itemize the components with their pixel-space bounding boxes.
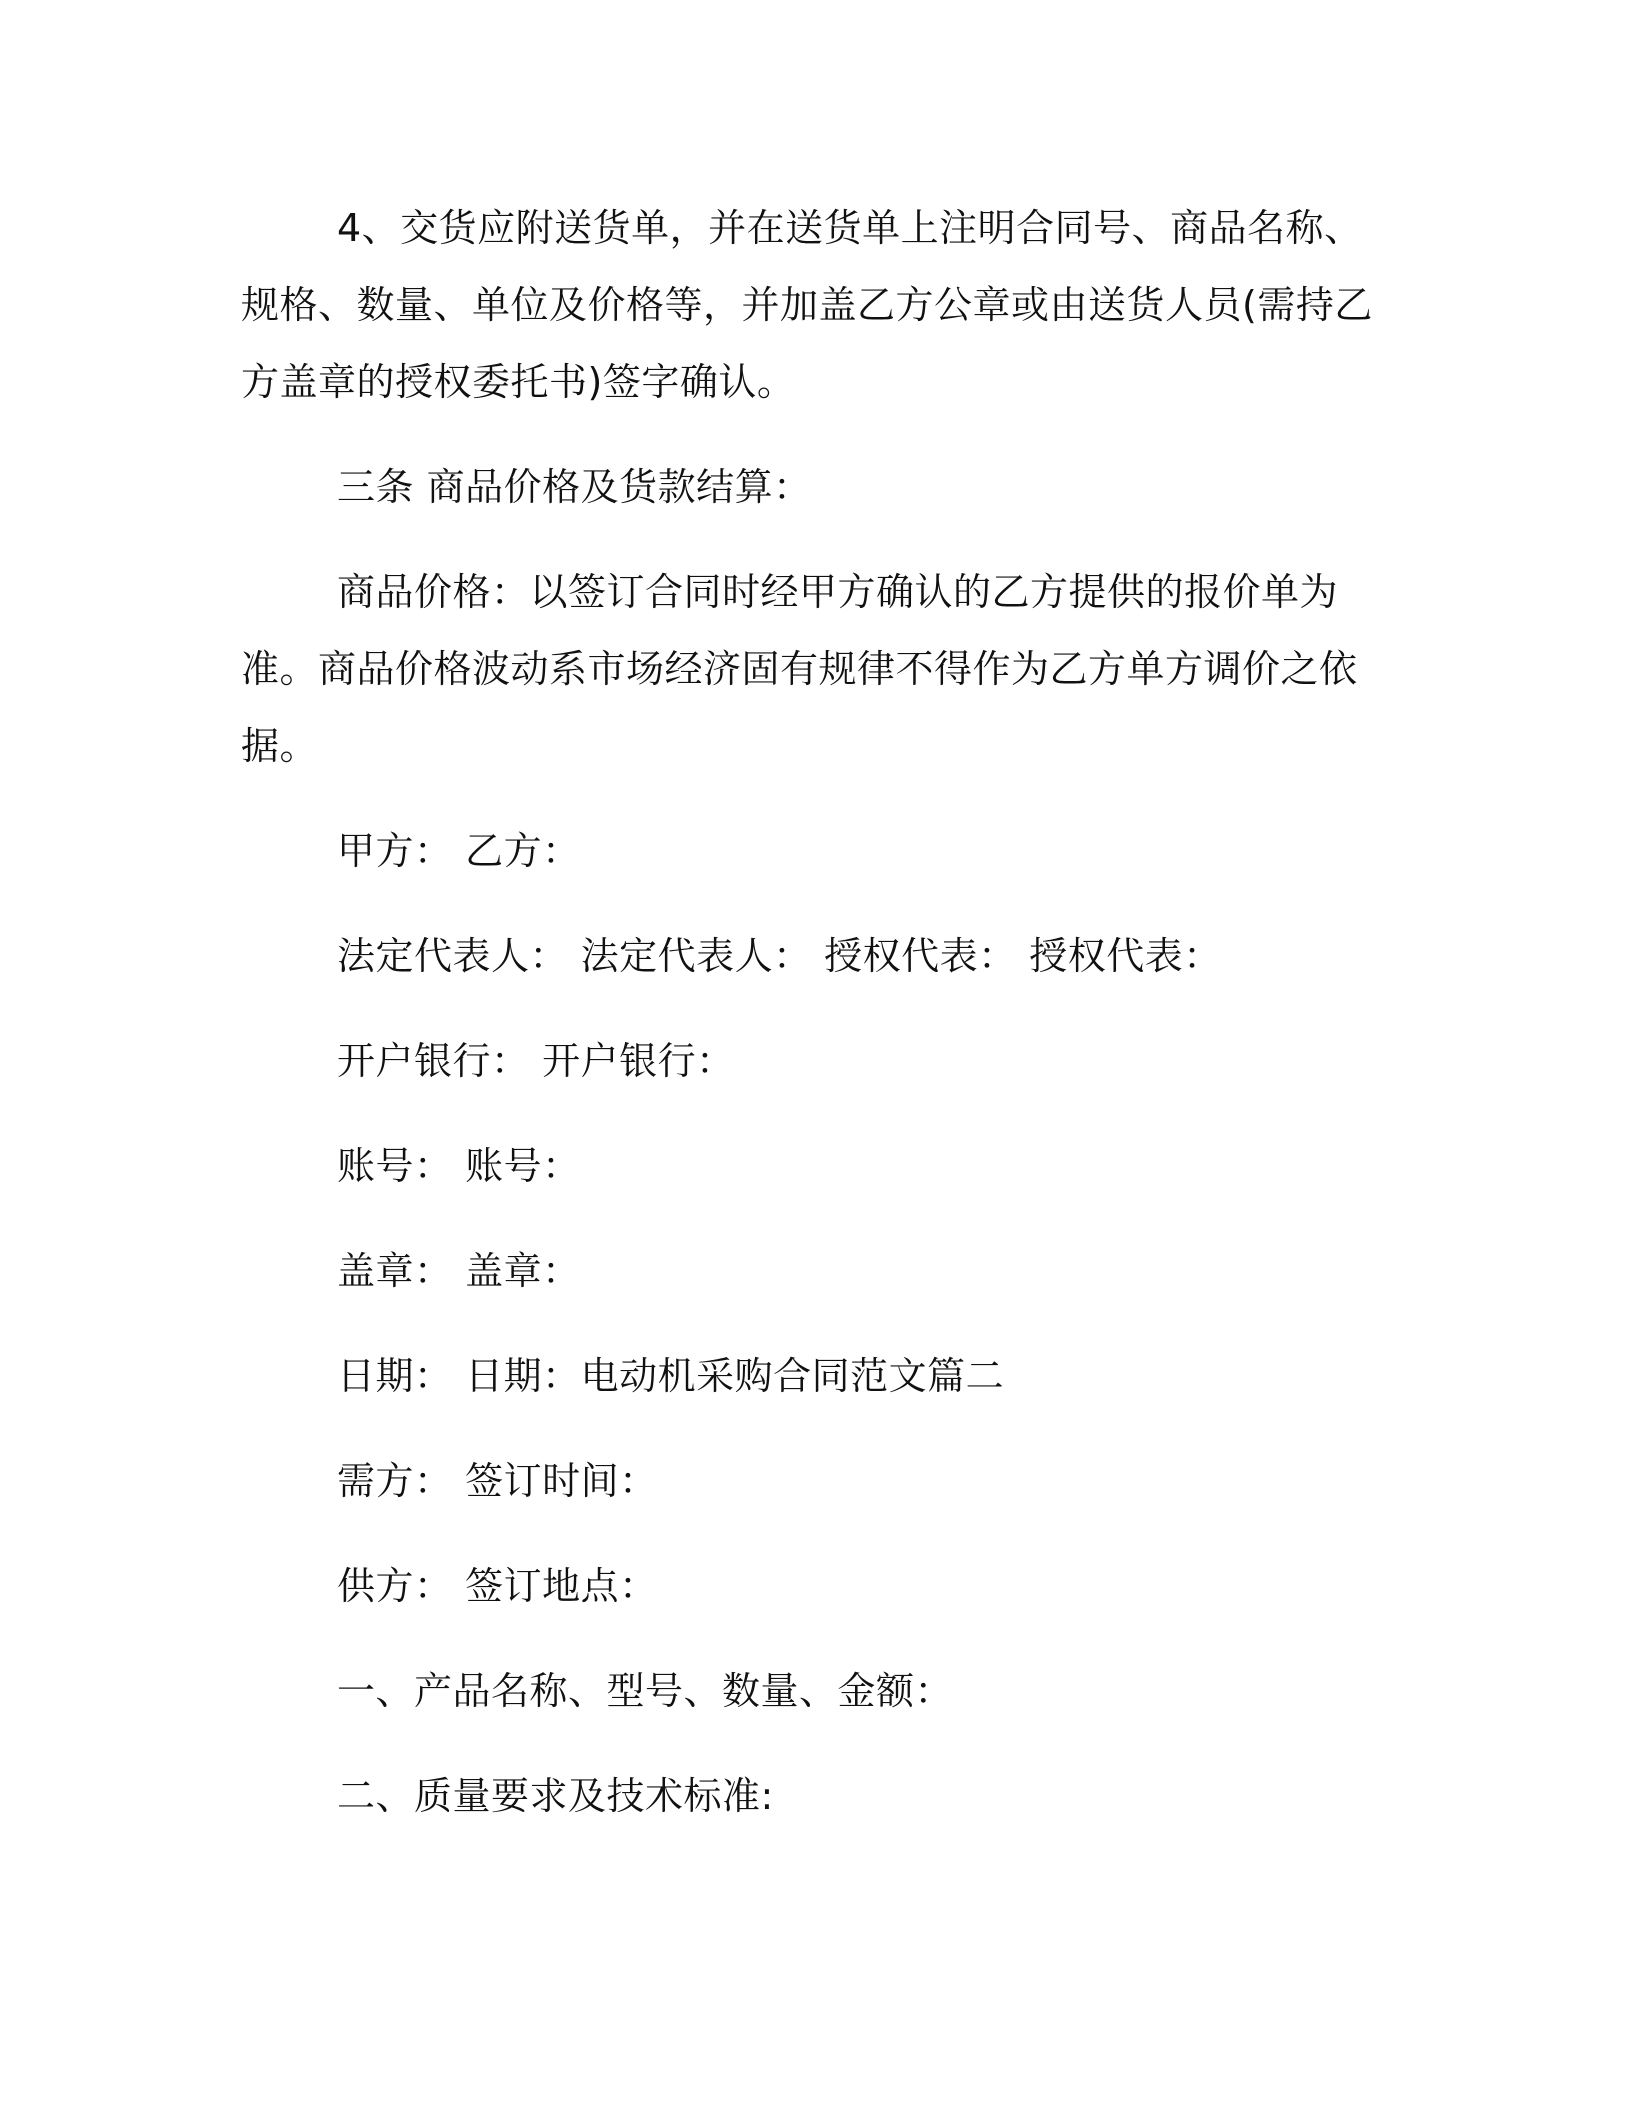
paragraph-account: 账号： 账号： [337,1144,581,1188]
paragraph-bank: 开户银行： 开户银行： [337,1039,735,1083]
paragraph-buyer-time: 需方： 签订时间： [337,1459,658,1503]
paragraph-party-a-b: 甲方： 乙方： [337,829,581,873]
paragraph-date-title: 日期： 日期：电动机采购合同范文篇二 [337,1354,1005,1398]
paragraph-article-three-heading: 三条 商品价格及货款结算： [337,465,812,509]
paragraph-section-two: 二、质量要求及技术标准: [337,1774,774,1818]
paragraph-legal-representative: 法定代表人： 法定代表人： 授权代表： 授权代表： [337,934,1222,978]
paragraph-delivery-note: 4、交货应附送货单，并在送货单上注明合同号、商品名称、规格、数量、单位及价格等，并加盖乙方公章或由送货人员(需持乙方盖章的授权委托书)签字确认。 [241,206,1373,404]
document-body [241,190,1391,1835]
paragraph-product-price: 商品价格：以签订合同时经甲方确认的乙方提供的报价单为准。商品价格波动系市场经济固有规律不得作为乙方单方调价之依据。 [241,570,1358,768]
paragraph-section-one: 一、产品名称、型号、数量、金额： [337,1669,954,1713]
paragraph-supplier-place: 供方： 签订地点： [337,1564,658,1608]
paragraph-seal: 盖章： 盖章： [337,1249,581,1293]
